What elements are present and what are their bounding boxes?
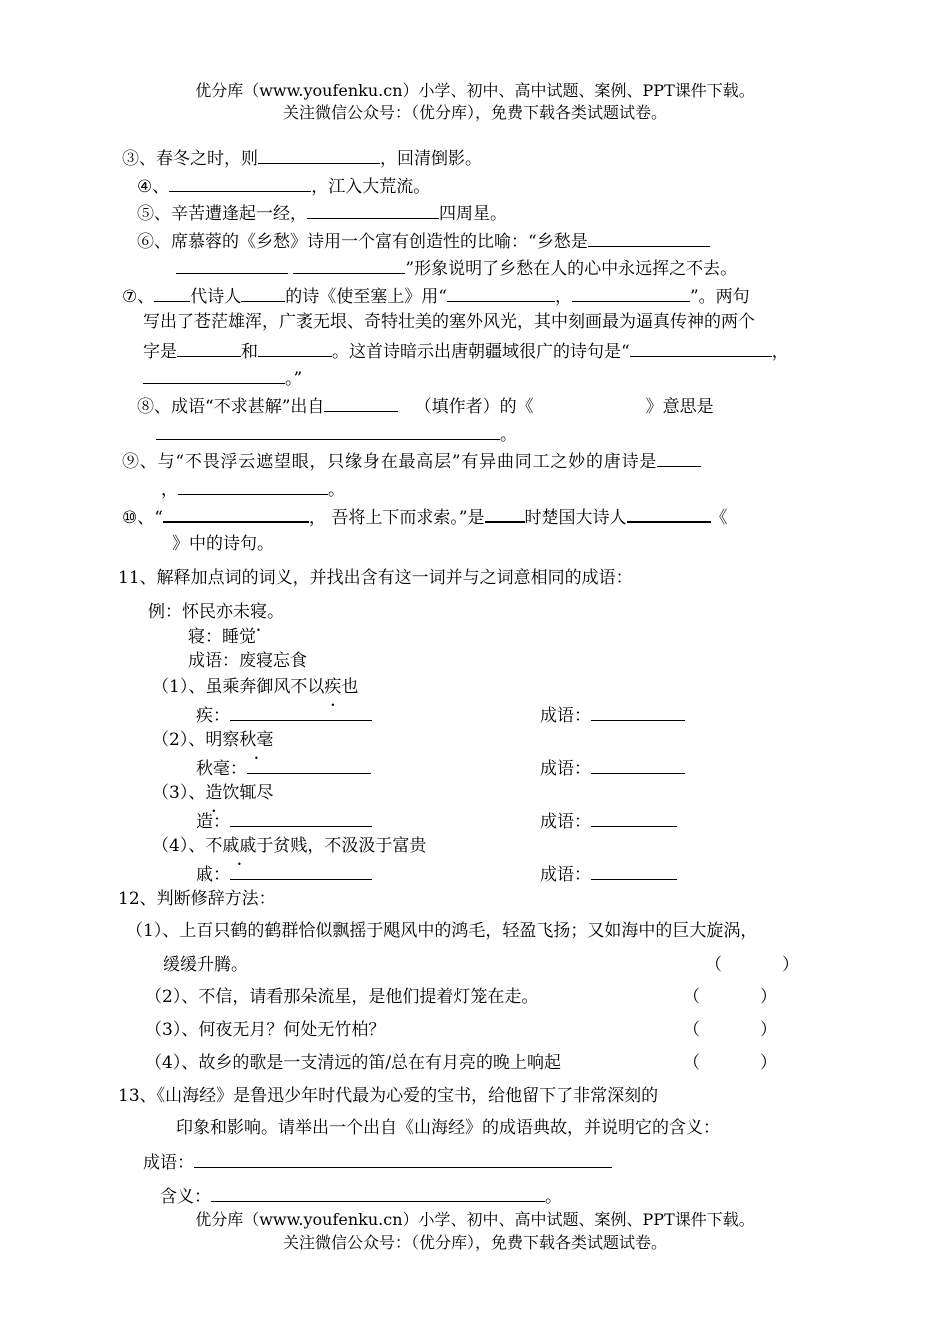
answer-blank[interactable] — [156, 422, 500, 440]
q11-item-2-idiom: 成语： — [540, 756, 685, 780]
example-sentence: 例：怀民亦未寝。 — [148, 602, 284, 622]
answer-blank[interactable] — [230, 862, 372, 880]
q11-item-4-word: 戚： — [196, 862, 372, 886]
answer-blank[interactable] — [230, 809, 372, 827]
answer-blank[interactable] — [176, 256, 288, 274]
question-7-line-3: 字是 和 。这首诗暗示出唐朝疆域很广的诗句是“ ， — [143, 339, 789, 363]
question-10-cont: 》中的诗句。 — [172, 534, 274, 554]
answer-blank[interactable] — [258, 339, 332, 357]
question-8: ⑧、成语“不求甚解”出自 （填作者）的《 》意思是 — [137, 394, 714, 418]
answer-blank[interactable] — [154, 284, 190, 302]
answer-paren[interactable]: （ ） — [705, 955, 799, 975]
answer-paren[interactable]: （ ） — [683, 1053, 777, 1073]
answer-blank[interactable] — [230, 703, 372, 721]
answer-blank[interactable] — [143, 366, 285, 384]
answer-blank[interactable] — [591, 809, 677, 827]
q11-item-1-word: 疾： — [196, 703, 372, 727]
answer-blank[interactable] — [163, 504, 309, 523]
q11-item-4: （4）、不戚戚于贫贱，不汲汲于富贵 — [152, 836, 427, 856]
example-idiom: 成语：废寝忘食 — [188, 651, 307, 671]
q12-item-1-cont: 缓缓升腾。 — [163, 955, 248, 975]
answer-blank[interactable] — [177, 339, 241, 357]
q12-item-3: （3）、何夜无月？何处无竹柏？ — [145, 1020, 386, 1040]
example-meaning: 寝：睡觉 — [188, 627, 256, 647]
answer-blank[interactable] — [572, 284, 690, 302]
question-7-line-2: 写出了苍茫雄浑，广袤无垠、奇特壮美的塞外风光，其中刻画最为逼真传神的两个 — [143, 312, 755, 332]
answer-blank[interactable] — [247, 756, 371, 774]
answer-blank[interactable] — [588, 229, 710, 247]
question-13: 13、《山海经》是鲁迅少年时代最为心爱的宝书，给他留下了非常深刻的 — [118, 1086, 659, 1106]
q11-item-4-idiom: 成语： — [540, 862, 677, 886]
answer-blank[interactable] — [178, 477, 328, 495]
q12-item-1: （1）、上百只鹤的鹤群恰似飘摇于飓风中的鸿毛，轻盈飞扬；又如海中的巨大旋涡， — [126, 921, 758, 941]
footer-line-1: 优分库（www.youfenku.cn）小学、初中、高中试题、案例、PPT课件下载。 — [195, 1210, 755, 1229]
answer-blank[interactable] — [194, 1150, 612, 1168]
question-13-line-2: 印象和影响。请举出一个出自《山海经》的成语典故，并说明它的含义： — [176, 1118, 720, 1138]
q13-meaning: 含义： 。 — [160, 1184, 562, 1208]
footer-line-2: 关注微信公众号：（优分库），免费下载各类试题试卷。 — [282, 1233, 667, 1252]
q12-item-2: （2）、不信，请看那朵流星，是他们提着灯笼在走。 — [145, 987, 539, 1007]
q11-item-2: （2）、明察秋毫 — [152, 730, 274, 750]
answer-blank[interactable] — [324, 394, 398, 412]
q11-item-1: （1）、虽乘奔御风不以疾也 — [152, 677, 359, 697]
answer-blank[interactable] — [293, 256, 405, 274]
answer-paren[interactable]: （ ） — [683, 1020, 777, 1040]
question-7: ⑦、 代诗人 的诗《使至塞上》用“ ， ”。两句 — [122, 284, 750, 308]
question-12-title: 12、判断修辞方法： — [118, 889, 276, 909]
q11-item-1-idiom: 成语： — [540, 703, 685, 727]
q11-item-3-idiom: 成语： — [540, 809, 677, 833]
question-10: ⑩、“ ， 吾将上下而求索。”是 时楚国大诗人 《 — [122, 504, 728, 529]
answer-paren[interactable]: （ ） — [683, 987, 777, 1007]
answer-blank[interactable] — [591, 756, 685, 774]
q11-item-3-word: 造： — [196, 809, 372, 833]
answer-blank[interactable] — [657, 449, 701, 467]
answer-blank[interactable] — [307, 201, 439, 219]
q12-item-4: （4）、故乡的歌是一支清远的笛/总在有月亮的晚上响起 — [145, 1053, 562, 1073]
q11-item-3: （3）、造饮辄尽 — [152, 783, 274, 803]
question-9: ⑨、与“不畏浮云遮望眼，只缘身在最高层”有异曲同工之妙的唐诗是 — [122, 449, 701, 473]
header-line-2: 关注微信公众号：（优分库），免费下载各类试题试卷。 — [282, 103, 667, 122]
question-11-title: 11、解释加点词的词义，并找出含有这一词并与之词意相同的成语： — [118, 568, 633, 588]
question-6: ⑥、席慕蓉的《乡愁》诗用一个富有创造性的比喻：“乡愁是 — [137, 229, 710, 253]
answer-blank[interactable] — [630, 339, 772, 357]
question-4: ④、 ，江入大荒流。 — [137, 174, 430, 198]
answer-blank[interactable] — [169, 174, 311, 192]
question-3: ③、春冬之时，则 ，回清倒影。 — [122, 146, 482, 170]
q13-idiom: 成语： — [143, 1150, 612, 1174]
header-line-1: 优分库（www.youfenku.cn）小学、初中、高中试题、案例、PPT课件下载。 — [195, 81, 755, 100]
answer-blank[interactable] — [447, 284, 555, 302]
question-6-cont: ”形象说明了乡愁在人的心中永远挥之不去。 — [176, 256, 737, 280]
answer-blank[interactable] — [485, 504, 525, 523]
answer-blank[interactable] — [627, 504, 711, 523]
question-5: ⑤、辛苦遭逢起一经， 四周星。 — [137, 201, 507, 225]
answer-blank[interactable] — [211, 1184, 545, 1202]
answer-blank[interactable] — [241, 284, 285, 302]
q11-item-2-word: 秋毫： — [196, 756, 371, 780]
question-7-line-4: 。” — [143, 366, 302, 390]
answer-blank[interactable] — [591, 703, 685, 721]
answer-blank[interactable] — [258, 146, 380, 164]
answer-blank[interactable] — [591, 862, 677, 880]
question-9-cont: ， 。 — [161, 477, 345, 501]
question-8-cont: 。 — [156, 422, 517, 446]
